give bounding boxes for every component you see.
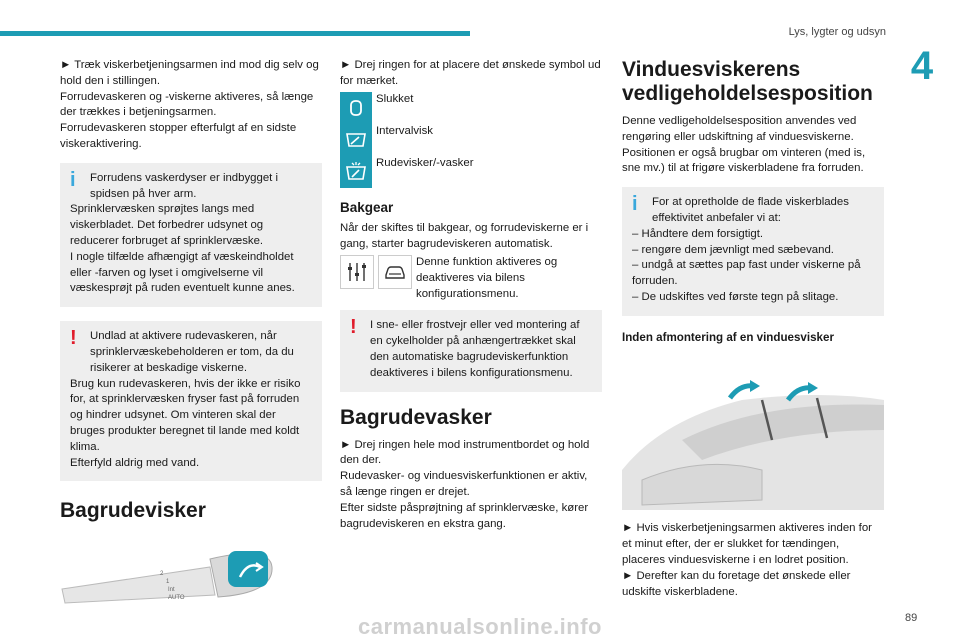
symbol-row — [340, 92, 602, 124]
settings-sliders-icon — [340, 255, 374, 289]
section-heading: Bagrudevasker — [340, 405, 492, 429]
note-text: Brug kun rudevaskeren, hvis der ikke er risiko for, at sprinklervæsken fryser fast på forruden og hindrer udsynet. Om vinteren skal der bruges produkter beregnet til lande med koldt klima. — [70, 377, 301, 453]
note-text: Sprinklervæsken sprøjtes langs med viskerbladet. Det forbedrer udsynet og reducerer forbruget af sprinklervæske. — [70, 203, 264, 247]
note-text: For at opretholde de flade viskerblades effektivitet anbefaler vi at: — [652, 196, 849, 224]
column-2 — [340, 58, 602, 538]
car-wiper-service-illustration — [622, 360, 884, 510]
paragraph: Efter sidste påsprøjtning af sprinklervæske, kører bagrudeviskeren en ekstra gang. — [340, 501, 589, 530]
rear-wiper-off-icon — [340, 92, 372, 124]
config-icons — [340, 255, 412, 302]
paragraph: ► Derefter kan du foretage det ønskede eller udskifte viskerbladene. — [622, 569, 851, 598]
page-number: 89 — [905, 612, 918, 624]
note-text: – undgå at sættes pap fast under viskerne på forruden. — [632, 259, 861, 288]
watermark-text: carmanualsonline.info — [358, 614, 602, 639]
symbol-row — [340, 124, 602, 156]
svg-text:Int: Int — [168, 587, 175, 594]
subheading: Inden afmontering af en vinduesvisker — [622, 330, 834, 344]
paragraph: ► Drej ringen for at placere det ønskede symbol ud for mærket. — [340, 59, 601, 87]
info-note — [60, 163, 322, 307]
note-text: I sne- eller frostvejr eller ved montering af en cykelholder på anhængertrækket skal den automatiske bagrudeviskerfunktion deaktiveres i bilens konfigurationsmenu. — [370, 319, 580, 379]
paragraph: Rudevasker- og vinduesviskerfunktionen er aktiv, så længe ringen er drejet. — [340, 470, 588, 498]
note-text: – De udskiftes ved første tegn på slitage. — [632, 290, 839, 303]
symbol-label: Intervalvisk — [376, 124, 433, 137]
note-text: Undlad at aktivere rudevaskeren, når sprinklervæskebeholderen er tom, da du risikerer at beskadige viskerne. — [90, 330, 294, 374]
paragraph: ► Træk viskerbetjeningsarmen ind mod dig selv og hold den i stillingen. — [60, 59, 319, 87]
paragraph: Denne funktion aktiveres og deaktiveres via bilens konfigurationsmenu. — [416, 255, 558, 300]
svg-text:2: 2 — [160, 571, 164, 578]
paragraph: Forrudevaskeren stopper efterfulgt af en sidste viskeraktivering. — [60, 122, 297, 150]
note-text: I nogle tilfælde afhængigt af væskeindholdet eller -farven og lyset i omgivelserne vil væskesprøjt på ruden eventuelt kunne anes. — [70, 250, 295, 295]
car-icon — [378, 255, 412, 289]
chapter-number: 4 — [910, 44, 934, 88]
symbol-label: Slukket — [376, 92, 414, 105]
column-3 — [622, 58, 884, 606]
section-heading: Bakgear — [340, 199, 394, 215]
warning-icon: ! — [350, 316, 357, 339]
paragraph: ► Drej ringen hele mod instrumentbordet og hold den der. — [340, 438, 590, 467]
info-note — [622, 187, 884, 316]
running-header: Lys, lygter og udsyn — [788, 26, 886, 38]
note-text: – rengøre dem jævnligt med sæbevand. — [632, 243, 834, 256]
config-function-row — [340, 255, 602, 302]
rear-wiper-washer-icon — [340, 156, 372, 188]
symbol-row — [340, 156, 602, 188]
svg-text:1: 1 — [166, 579, 170, 586]
paragraph: Forrudevaskeren og -viskerne aktiveres, så længe der trækkes i betjeningsarmen. — [60, 90, 314, 119]
section-heading: Bagrudevisker — [60, 499, 206, 523]
svg-text:AUTO: AUTO — [168, 595, 185, 602]
warning-note — [340, 310, 602, 391]
warning-note — [60, 321, 322, 481]
warning-icon: ! — [70, 327, 77, 350]
paragraph: Når der skiftes til bakgear, og forrudeviskerne er i gang, starter bagrudeviskeren automatisk. — [340, 222, 589, 251]
note-text: Forrudens vaskerdyser er indbygget i spidsen på hver arm. — [90, 171, 279, 200]
info-icon: i — [632, 193, 638, 216]
header-accent-bar — [0, 31, 470, 36]
info-icon: i — [70, 168, 76, 191]
column-1 — [60, 58, 322, 611]
symbol-label: Rudevisker/-vasker — [376, 156, 474, 169]
note-text: Efterfyld aldrig med vand. — [70, 456, 200, 469]
note-text: – Håndtere dem forsigtigt. — [632, 227, 764, 240]
paragraph: ► Hvis viskerbetjeningsarmen aktiveres inden for et minut efter, der er slukket for tændingen, placeres vinduesviskerne i en lodret position. — [622, 522, 872, 566]
paragraph: Denne vedligeholdelsesposition anvendes ved rengøring eller udskiftning af vinduesviskerne. Positionen er også brugbar om vinteren (med is, sne mv.) til at frigøre viskerbladene fra forruden. — [622, 115, 866, 175]
section-heading: Vinduesviskerens vedligeholdelsesposition — [622, 58, 873, 105]
rear-wiper-intermittent-icon — [340, 124, 372, 156]
rear-wiper-stalk-illustration — [60, 537, 280, 605]
